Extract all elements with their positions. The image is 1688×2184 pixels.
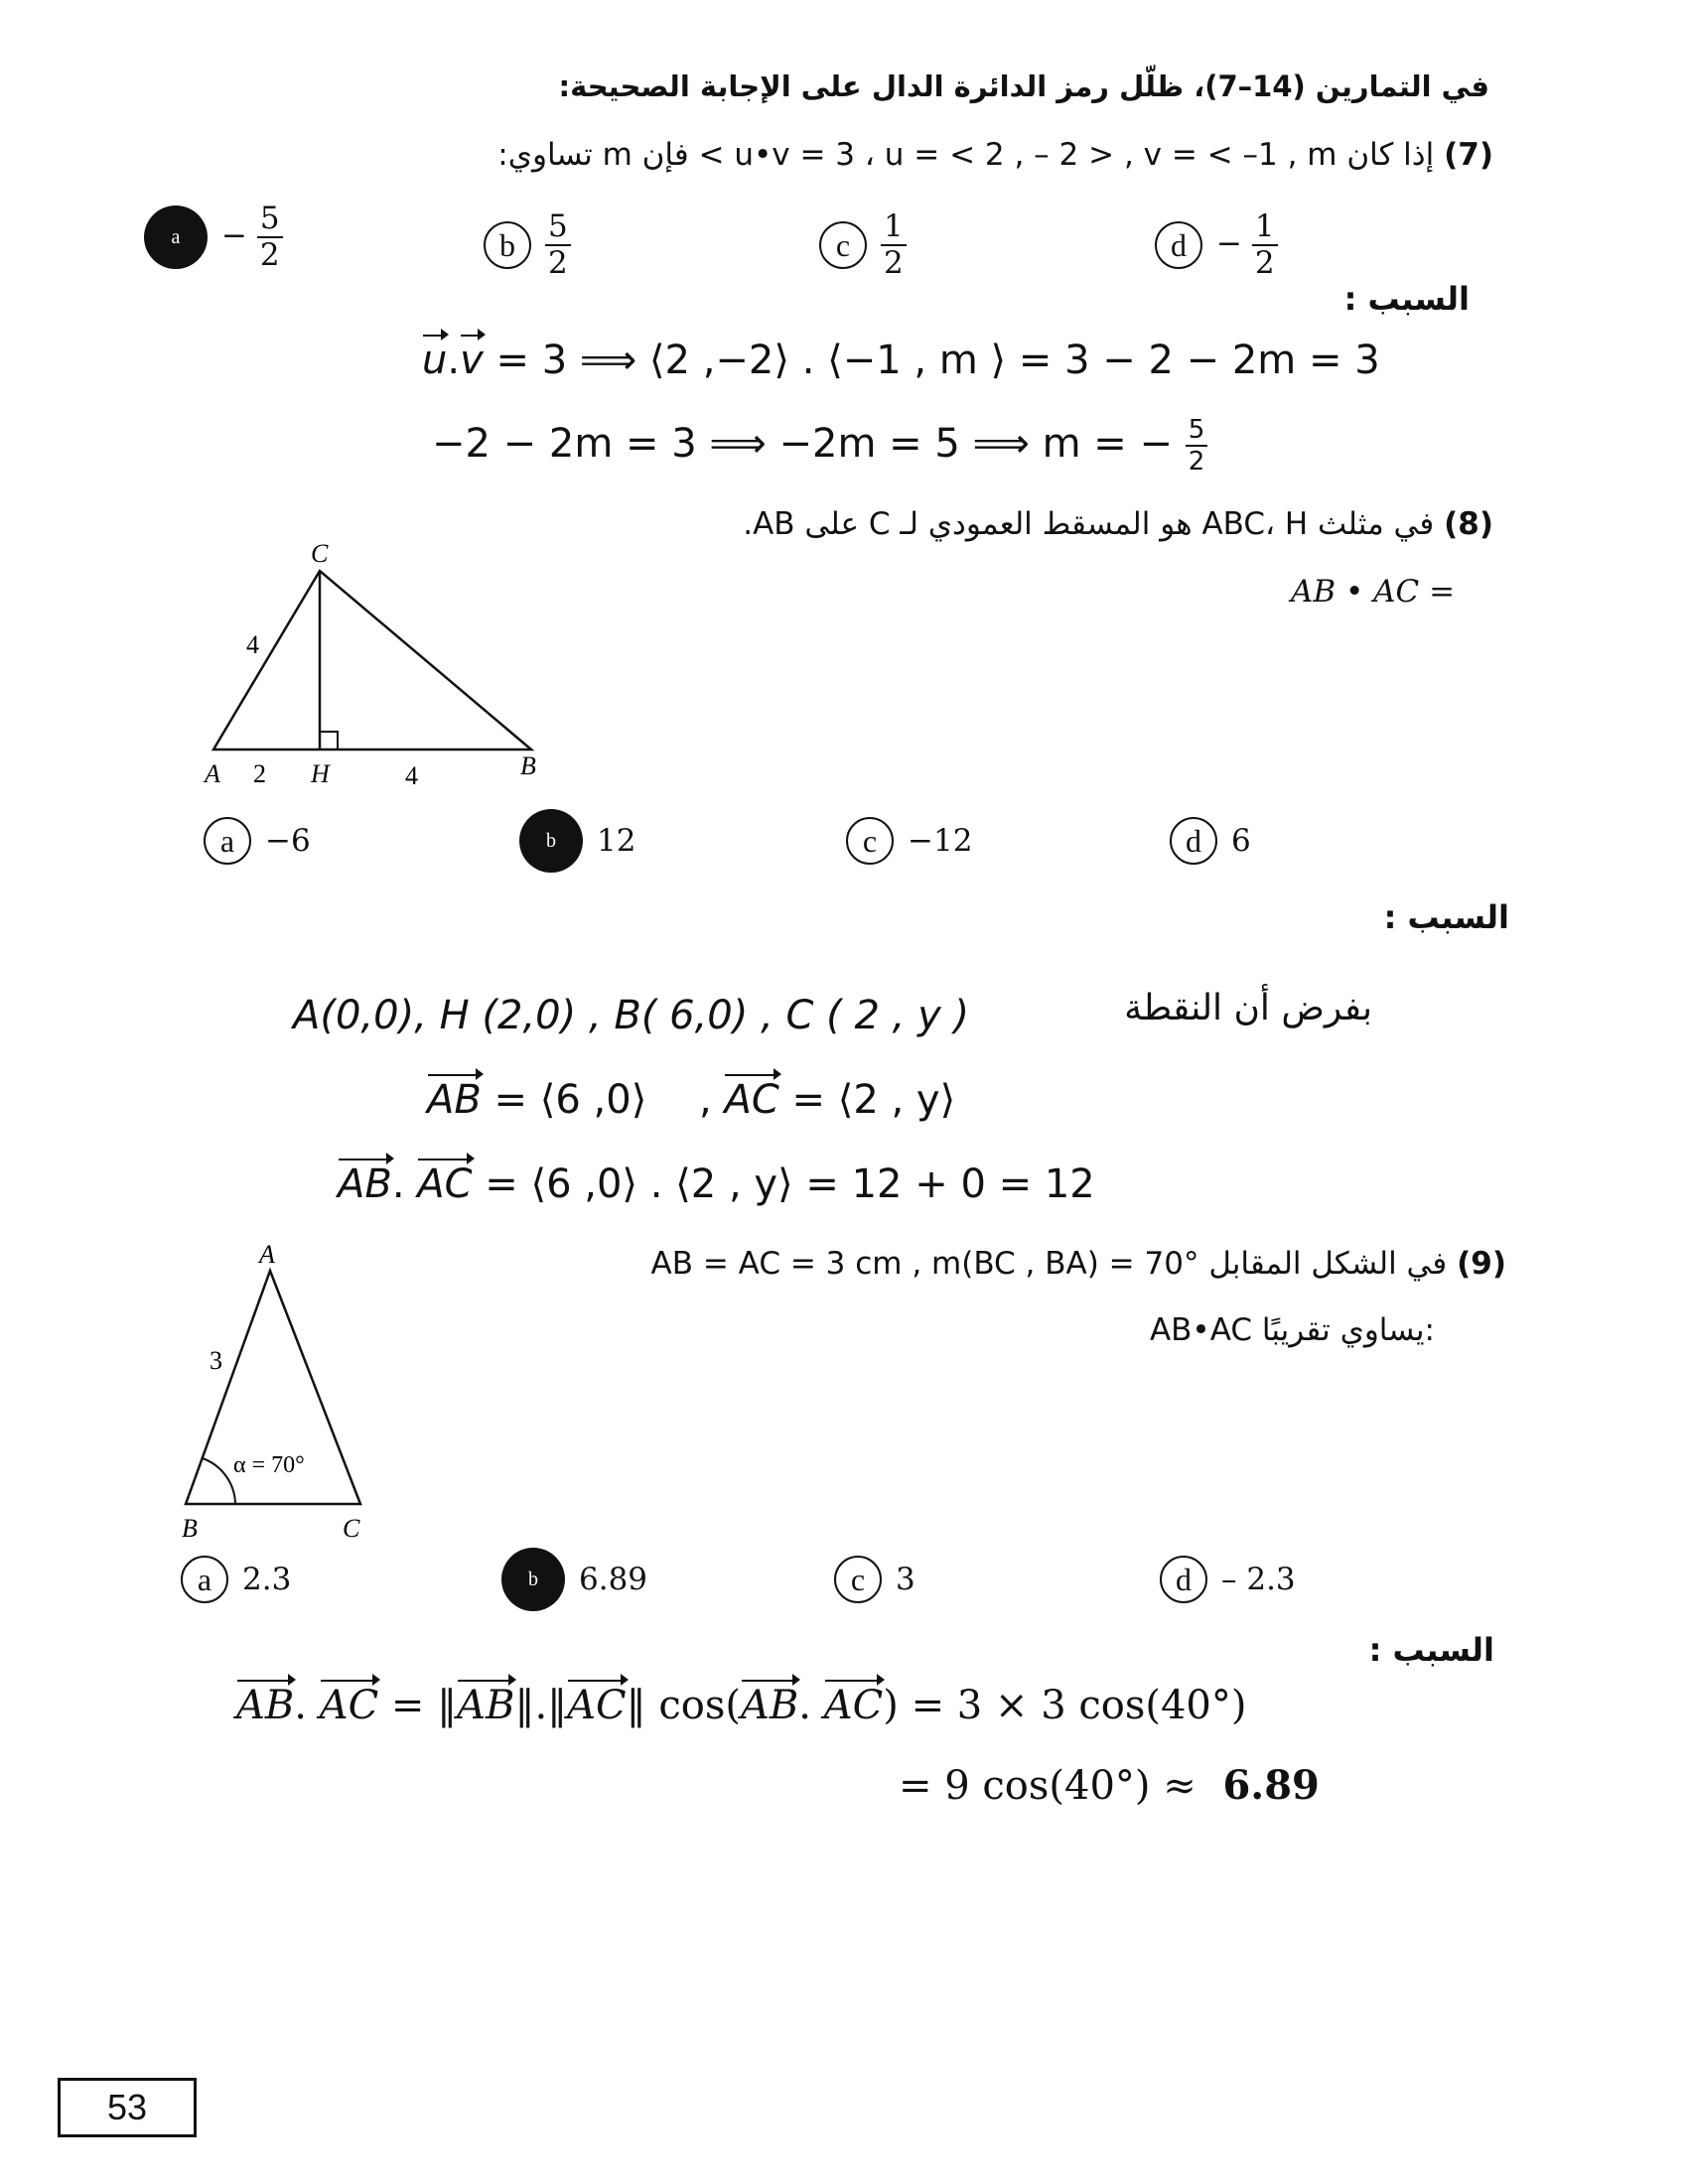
q8-option-d-bubble[interactable]: d [1170, 817, 1217, 865]
q9-option-d-bubble[interactable]: d [1160, 1556, 1207, 1603]
q9-stem-2: AB•AC يساوي تقريبًا: [1149, 1312, 1435, 1348]
q9-stem-text: في الشكل المقابل AB = AC = 3 cm , m(BC , BA) = 70° [650, 1246, 1448, 1282]
q9-label-b: B [182, 1514, 198, 1543]
q7-option-d-value: − $\frac{1}{2}$ [1216, 211, 1278, 279]
q7-option-b-value: $\frac{5}{2}$ [545, 211, 571, 279]
q7-solution-line-2: −2 − 2m = 3 ⟹ −2m = 5 ⟹ m = − $\frac{5}{2}$ [432, 417, 1207, 475]
q7-stem [302, 137, 1493, 173]
q7-option-d-bubble[interactable]: d [1155, 221, 1202, 269]
q8-option-a-bubble[interactable]: a [204, 817, 251, 865]
q7-option-c-bubble[interactable]: c [819, 221, 867, 269]
q8-option-a-value: −6 [265, 823, 311, 859]
q9-option-a-value: 2.3 [242, 1562, 292, 1597]
q8-option-d-value: 6 [1231, 823, 1251, 859]
exercise-instructions: في التمارين (14–7)، ظلّل رمز الدائرة الدال على الإجابة الصحيحة: [558, 69, 1489, 103]
page-number: 53 [58, 2078, 197, 2137]
q7-stem-text: إذا كان u•v = 3 ، u = < 2 , – 2 > , v = < –1 , m > فإن m تساوي: [497, 137, 1435, 173]
q8-reason-label: السبب : [1383, 898, 1509, 936]
q9-triangle-figure [174, 1236, 392, 1554]
q9-label-angle: α = 70° [233, 1452, 305, 1478]
q8-expression: AB • AC = [1291, 574, 1456, 610]
q8-dot-product: AB. AC = ⟨6 ,0⟩ . ⟨2 , y⟩ = 12 + 0 = 12 [338, 1161, 1095, 1207]
q7-reason-label: السبب : [1343, 280, 1470, 318]
q9-option-a[interactable] [181, 1556, 291, 1603]
q8-label-side-ac: 4 [246, 630, 259, 659]
q8-label-side-ah: 2 [253, 759, 266, 788]
q9-label-c: C [343, 1514, 360, 1543]
q8-points: A(0,0), H (2,0) , B( 6,0) , C ( 2 , y ) [293, 993, 970, 1038]
q7-option-a-value: − $\frac{5}{2}$ [221, 204, 283, 271]
q8-label-a: A [205, 759, 220, 788]
q9-reason-label: السبب : [1368, 1631, 1494, 1669]
q8-label-c: C [311, 539, 329, 568]
q9-option-d[interactable] [1160, 1556, 1296, 1603]
q9-label-side: 3 [210, 1346, 222, 1375]
q9-solution-line-1: AB. AC = ‖AB‖.‖AC‖ cos(AB. AC) = 3 × 3 cos(40°) [236, 1683, 1247, 1728]
q8-vectors: AB = ⟨6 ,0⟩ , AC = ⟨2 , y⟩ [427, 1077, 956, 1123]
q7-option-a-bubble[interactable]: a [144, 205, 208, 269]
q9-option-c-value: 3 [896, 1562, 915, 1597]
q8-stem-text: في مثلث ABC، H هو المسقط العمودي لـ C على AB. [743, 506, 1435, 542]
q7-option-b-bubble[interactable]: b [484, 221, 531, 269]
q8-option-d[interactable] [1170, 817, 1251, 865]
q7-option-d[interactable] [1155, 208, 1278, 281]
q8-stem [401, 506, 1493, 542]
q8-number: (8) [1444, 506, 1493, 542]
q8-option-b-bubble[interactable]: b [519, 809, 583, 873]
q8-option-c[interactable] [846, 817, 972, 865]
q7-option-a[interactable] [144, 201, 283, 273]
q9-label-a: A [259, 1240, 275, 1269]
q7-option-c-value: $\frac{1}{2}$ [881, 211, 907, 279]
q9-option-b-bubble[interactable]: b [501, 1548, 565, 1611]
q8-option-c-value: −12 [908, 823, 973, 859]
q8-label-side-hb: 4 [405, 761, 418, 790]
q9-solution-line-2: = 9 cos(40°) ≈ 6.89 [899, 1762, 1320, 1809]
q9-solution-answer: 6.89 [1222, 1762, 1320, 1809]
q8-option-c-bubble[interactable]: c [846, 817, 894, 865]
q8-label-b: B [520, 751, 536, 780]
q8-assumption-text: بفرض أن النقطة [1124, 988, 1372, 1028]
q8-label-h: H [311, 759, 330, 788]
q8-option-a[interactable] [204, 817, 311, 865]
q9-option-c[interactable] [834, 1556, 915, 1603]
q7-number: (7) [1444, 137, 1493, 173]
q8-option-b-value: 12 [597, 823, 636, 859]
q7-option-c[interactable] [819, 208, 907, 281]
q9-option-b[interactable] [501, 1548, 647, 1611]
q8-option-b[interactable] [519, 809, 635, 873]
q9-option-a-bubble[interactable]: a [181, 1556, 228, 1603]
q9-option-c-bubble[interactable]: c [834, 1556, 882, 1603]
q9-option-b-value: 6.89 [579, 1562, 648, 1597]
q7-option-b[interactable] [484, 208, 571, 281]
q8-triangle-figure [199, 536, 556, 794]
q9-stem [513, 1246, 1506, 1282]
q9-option-d-value: – 2.3 [1221, 1562, 1296, 1597]
q9-number: (9) [1457, 1246, 1506, 1282]
q7-solution-line-1: u.v = 3 ⟹ ⟨2 ,−2⟩ . ⟨−1 , m ⟩ = 3 − 2 − 2m = 3 [422, 338, 1380, 383]
